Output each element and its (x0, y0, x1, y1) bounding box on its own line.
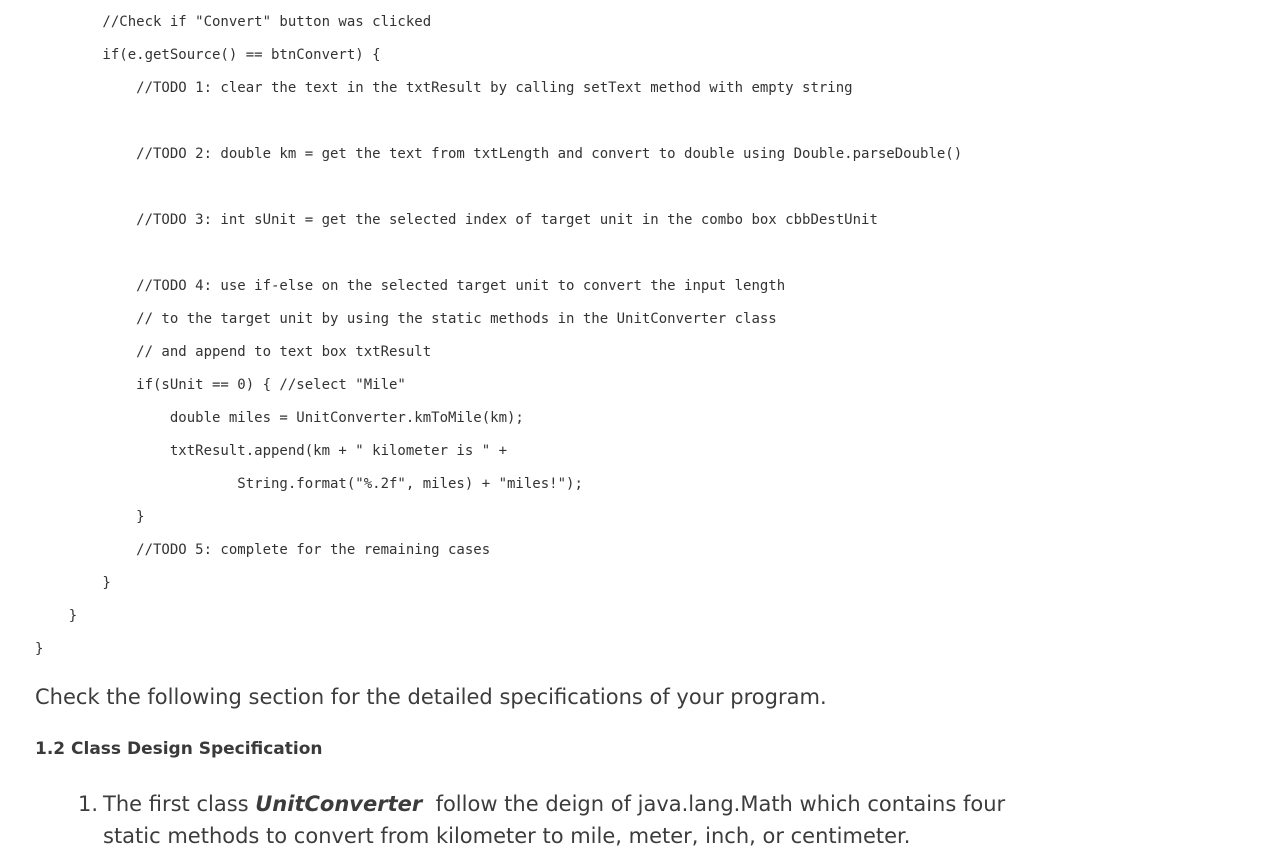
list-item-text (103, 788, 1038, 852)
code-line: double miles = UnitConverter.kmToMile(km); (35, 410, 524, 426)
code-line: //TODO 2: double km = get the text from txtLength and convert to double using Double.parseDouble() (35, 146, 963, 162)
list-item (78, 788, 1038, 852)
spec-list (78, 788, 1038, 852)
intro-paragraph: Check the following section for the detailed specifications of your program. (35, 685, 827, 709)
class-name-emphasis: UnitConverter (255, 792, 423, 816)
code-line: txtResult.append(km + " kilometer is " + (35, 443, 508, 459)
list-item-number: 1. (78, 792, 99, 816)
code-line: //TODO 1: clear the text in the txtResult by calling setText method with empty string (35, 80, 853, 96)
code-line: } (35, 641, 44, 657)
code-line: String.format("%.2f", miles) + "miles!"); (35, 476, 583, 492)
code-line: if(sUnit == 0) { //select "Mile" (35, 377, 406, 393)
code-line: } (35, 509, 145, 525)
code-line: //TODO 4: use if-else on the selected target unit to convert the input length (35, 278, 786, 294)
list-item-text-after: follow the deign of java.lang.Math which contains four static methods to convert from kilometer to mile, meter, inch, or centimeter. (103, 792, 1012, 848)
code-line: } (35, 608, 78, 624)
code-line: // to the target unit by using the static methods in the UnitConverter class (35, 311, 777, 327)
code-line: //Check if "Convert" button was clicked (35, 14, 432, 30)
code-line: // and append to text box txtResult (35, 344, 432, 360)
code-line: //TODO 5: complete for the remaining cases (35, 542, 491, 558)
list-item-text-before: The first class (103, 792, 256, 816)
section-heading: 1.2 Class Design Specification (35, 739, 323, 759)
code-line: } (35, 575, 111, 591)
code-line: if(e.getSource() == btnConvert) { (35, 47, 381, 63)
code-line: //TODO 3: int sUnit = get the selected index of target unit in the combo box cbbDestUnit (35, 212, 878, 228)
